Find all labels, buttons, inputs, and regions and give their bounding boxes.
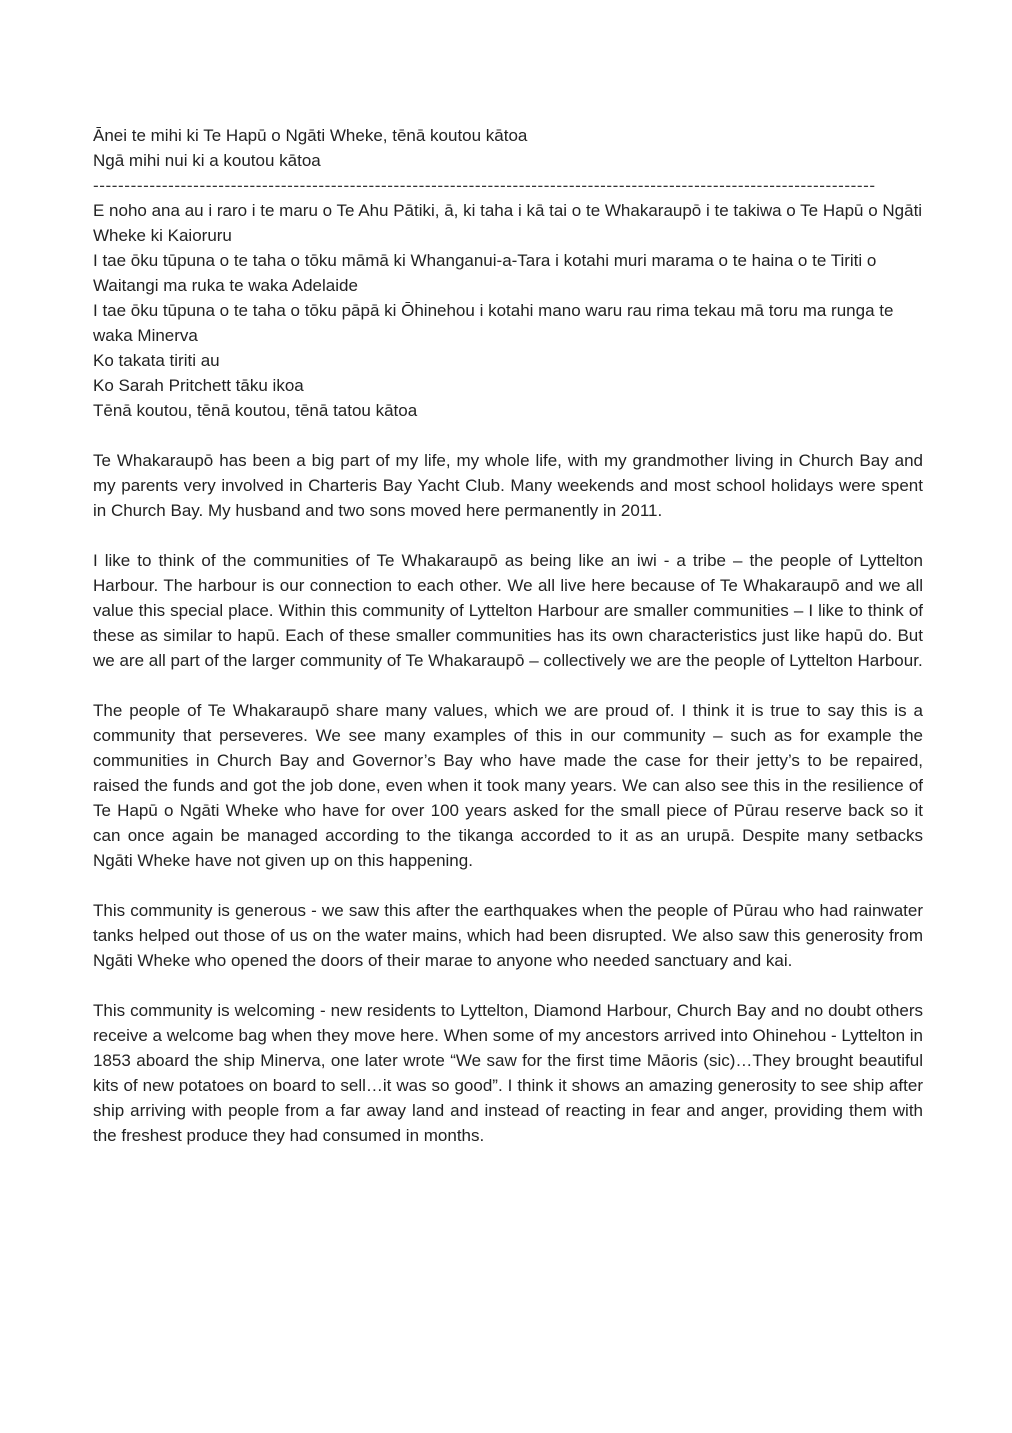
dashed-divider: ----------------------------------------------------------------------------------------------------------------------------- — [93, 176, 876, 195]
mihi-block — [93, 123, 923, 423]
body-paragraph: Te Whakaraupō has been a big part of my life, my whole life, with my grandmother living in Church Bay and my parents very involved in Charteris Bay Yacht Club. Many weekends and most school holidays were spent in Church Bay. My husband and two sons moved here permanently in 2011. — [93, 451, 923, 520]
pepeha-line: E noho ana au i raro i te maru o Te Ahu Pātiki, ā, ki taha i kā tai o te Whakaraupō i te takiwa o Te Hapū o Ngāti Wheke ki Kaioruru — [93, 201, 923, 245]
body-paragraph: This community is welcoming - new residents to Lyttelton, Diamond Harbour, Church Bay and no doubt others receive a welcome bag when they move here. When some of my ancestors arrived into Ohinehou - Lyttelton in 1853 aboard the ship Minerva, one later wrote “We saw for the first time Māoris (sic)…They brought beautiful kits of new potatoes on board to sell…it was so good”. I think it shows an amazing generosity to see ship after ship arriving with people from a far away land and instead of reacting in fear and anger, providing them with the freshest produce they had consumed in months. — [93, 1001, 923, 1145]
pepeha-line: I tae ōku tūpuna o te taha o tōku māmā ki Whanganui-a-Tara i kotahi muri marama o te haina o te Tiriti o Waitangi ma ruka te waka Adelaide — [93, 251, 877, 295]
pepeha-line: Ko Sarah Pritchett tāku ikoa — [93, 376, 304, 395]
pepeha-line: I tae ōku tūpuna o te taha o tōku pāpā ki Ōhinehou i kotahi mano waru rau rima tekau mā toru ma runga te waka Minerva — [93, 301, 894, 345]
document-page — [93, 123, 923, 1148]
greeting-line-2: Ngā mihi nui ki a koutou kātoa — [93, 151, 321, 170]
pepeha-line: Ko takata tiriti au — [93, 351, 220, 370]
body-paragraph: The people of Te Whakaraupō share many values, which we are proud of. I think it is true to say this is a community that perseveres. We see many examples of this in our community – such as for example the communities in Church Bay and Governor’s Bay who have made the case for their jetty’s to be repaired, raised the funds and got the job done, even when it took many years. We can also see this in the resilience of Te Hapū o Ngāti Wheke who have for over 100 years asked for the small piece of Pūrau reserve back so it can once again be managed according to the tikanga accorded to it as an urupā. Despite many setbacks Ngāti Wheke have not given up on this happening. — [93, 701, 923, 870]
pepeha-line: Tēnā koutou, tēnā koutou, tēnā tatou kātoa — [93, 401, 418, 420]
greeting-line-1: Ānei te mihi ki Te Hapū o Ngāti Wheke, tēnā koutou kātoa — [93, 126, 528, 145]
body-paragraph: This community is generous - we saw this after the earthquakes when the people of Pūrau who had rainwater tanks helped out those of us on the water mains, which had been disrupted. We also saw this generosity from Ngāti Wheke who opened the doors of their marae to anyone who needed sanctuary and kai. — [93, 901, 923, 970]
body-paragraph: I like to think of the communities of Te Whakaraupō as being like an iwi - a tribe – the people of Lyttelton Harbour. The harbour is our connection to each other. We all live here because of Te Whakaraupō and we all value this special place. Within this community of Lyttelton Harbour are smaller communities – I like to think of these as similar to hapū. Each of these smaller communities has its own characteristics just like hapū do. But we are all part of the larger community of Te Whakaraupō – collectively we are the people of Lyttelton Harbour. — [93, 551, 923, 670]
